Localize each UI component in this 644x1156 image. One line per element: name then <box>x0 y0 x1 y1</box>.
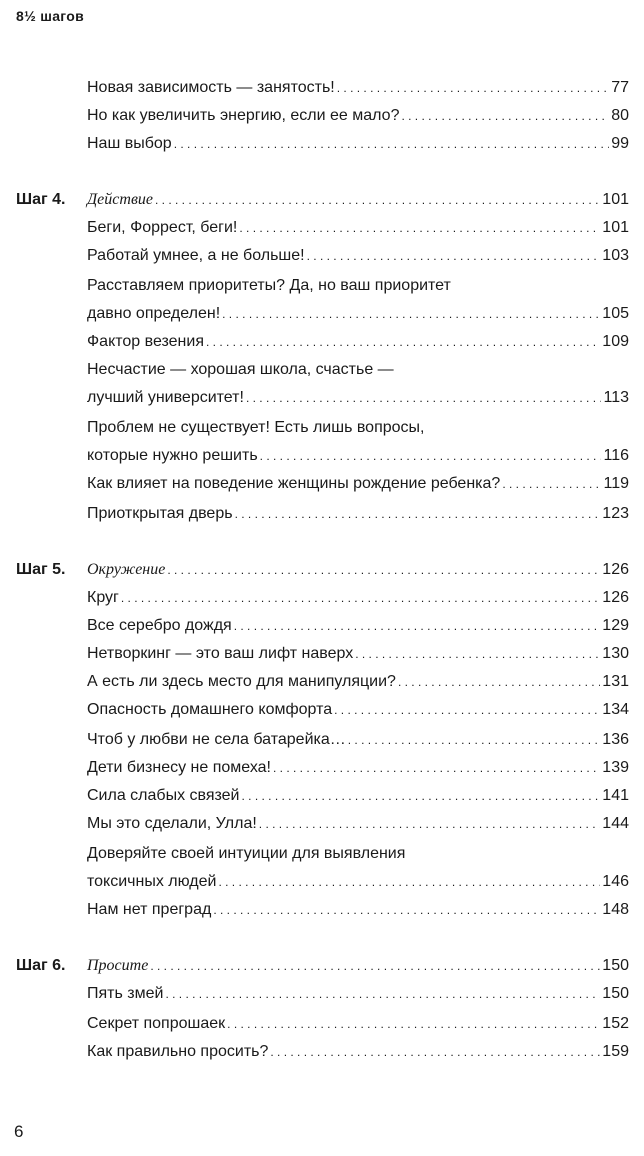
leader-dots <box>242 784 601 808</box>
toc-entry <box>87 444 629 468</box>
leader-dots <box>270 1040 600 1064</box>
toc-entry-page: 109 <box>602 333 629 350</box>
toc-entry-title: лучший университет! <box>87 389 244 406</box>
leader-dots <box>348 728 601 752</box>
toc-entry-title: которые нужно решить <box>87 447 258 464</box>
running-header: 8½ шагов <box>16 8 85 24</box>
leader-dots <box>213 898 600 922</box>
toc-entry <box>87 698 629 722</box>
toc-entry-title: Чтоб у любви не села батарейка… <box>87 731 346 748</box>
toc-entry <box>87 1012 629 1036</box>
toc-entry-first-line: Проблем не существует! Есть лишь вопросы, <box>87 419 425 436</box>
toc-entry-page: 101 <box>602 219 629 236</box>
toc-entry-page: 146 <box>602 873 629 890</box>
toc-entry <box>87 502 629 526</box>
step-5-title: Окружение <box>87 561 166 578</box>
toc-entry <box>87 330 629 354</box>
toc-entry-page: 150 <box>602 985 629 1002</box>
toc-entry-page: 134 <box>602 701 629 718</box>
toc-entry-page: 103 <box>602 247 629 264</box>
leader-dots <box>165 982 600 1006</box>
step-4-title: Действие <box>87 191 153 208</box>
toc-entry-title: токсичных людей <box>87 873 217 890</box>
toc-entry-page: 148 <box>602 901 629 918</box>
toc-entry <box>87 756 629 780</box>
leader-dots <box>235 502 601 526</box>
toc-entry-page: 119 <box>603 475 629 492</box>
step-6-heading <box>87 954 629 978</box>
leader-dots <box>121 586 600 610</box>
toc-entry <box>87 302 629 326</box>
step-4-page: 101 <box>602 191 629 208</box>
toc-entry <box>87 244 629 268</box>
toc-entry <box>87 784 629 808</box>
toc-entry-title: Дети бизнесу не помеха! <box>87 759 271 776</box>
toc-entry-title: Нам нет преград <box>87 901 212 918</box>
toc-entry-title: Все серебро дождя <box>87 617 232 634</box>
toc-entry <box>87 132 629 156</box>
toc-entry-title: давно определен! <box>87 305 221 322</box>
toc-entry-title: Опасность домашнего комфорта <box>87 701 333 718</box>
leader-dots <box>355 642 600 666</box>
toc-entry-title: Фактор везения <box>87 333 204 350</box>
toc-entry-title: Круг <box>87 589 119 606</box>
toc-entry <box>87 216 629 240</box>
toc-entry-page: 123 <box>602 505 629 522</box>
toc-entry-page: 129 <box>602 617 629 634</box>
toc-entry-title: Нетворкинг — это ваш лифт наверх <box>87 645 354 662</box>
toc-entry-title: Работай умнее, а не больше! <box>87 247 305 264</box>
toc-entry-page: 116 <box>603 447 629 464</box>
leader-dots <box>222 302 600 326</box>
leader-dots <box>401 104 609 128</box>
step-5-heading <box>87 558 629 582</box>
step-4-label: Шаг 4. <box>16 191 66 208</box>
toc-entry <box>87 586 629 610</box>
toc-entry-page: 141 <box>602 787 629 804</box>
toc-entry <box>87 870 629 894</box>
toc-entry-title: Беги, Форрест, беги! <box>87 219 238 236</box>
step-5-label: Шаг 5. <box>16 561 66 578</box>
toc-entry-title: Но как увеличить энергию, если ее мало? <box>87 107 400 124</box>
toc-entry-page: 130 <box>602 645 629 662</box>
toc-entry-page: 113 <box>603 389 629 406</box>
leader-dots <box>273 756 600 780</box>
step-6-page: 150 <box>602 957 629 974</box>
toc-entry <box>87 1040 629 1064</box>
toc-entry <box>87 670 629 694</box>
toc-entry-title: Сила слабых связей <box>87 787 240 804</box>
toc-entry <box>87 104 629 128</box>
leader-dots <box>150 954 600 978</box>
toc-entry <box>87 76 629 100</box>
leader-dots <box>234 614 601 638</box>
toc-entry-page: 159 <box>602 1043 629 1060</box>
toc-entry-page: 99 <box>611 135 629 152</box>
leader-dots <box>227 1012 600 1036</box>
toc-entry-page: 136 <box>602 731 629 748</box>
toc-entry-first-line: Расставляем приоритеты? Да, но ваш приоритет <box>87 277 451 294</box>
leader-dots <box>259 812 601 836</box>
leader-dots <box>307 244 601 268</box>
toc-entry <box>87 642 629 666</box>
toc-entry <box>87 898 629 922</box>
leader-dots <box>337 76 609 100</box>
leader-dots <box>218 870 600 894</box>
leader-dots <box>502 472 601 496</box>
leader-dots <box>174 132 610 156</box>
toc-entry-title: Новая зависимость — занятость! <box>87 79 335 96</box>
toc-entry-first-line: Доверяйте своей интуиции для выявления <box>87 845 406 862</box>
step-5-page: 126 <box>602 561 629 578</box>
toc-entry-title: Секрет попрошаек <box>87 1015 226 1032</box>
toc-entry <box>87 472 629 496</box>
step-4-heading <box>87 188 629 212</box>
leader-dots <box>398 670 600 694</box>
toc-entry-page: 131 <box>602 673 629 690</box>
toc-entry <box>87 728 629 752</box>
leader-dots <box>155 188 600 212</box>
leader-dots <box>206 330 600 354</box>
toc-entry <box>87 982 629 1006</box>
toc-entry-first-line: Несчастие — хорошая школа, счастье — <box>87 361 394 378</box>
toc-entry-title: А есть ли здесь место для манипуляции? <box>87 673 396 690</box>
toc-entry-page: 77 <box>611 79 629 96</box>
step-6-label: Шаг 6. <box>16 957 66 974</box>
toc-entry-page: 144 <box>602 815 629 832</box>
toc-entry <box>87 386 629 410</box>
toc-entry-page: 105 <box>602 305 629 322</box>
leader-dots <box>167 558 600 582</box>
toc-entry-page: 152 <box>602 1015 629 1032</box>
toc-entry-page: 80 <box>611 107 629 124</box>
toc-entry-title: Как влияет на поведение женщины рождение ребенка? <box>87 475 501 492</box>
toc-entry-page: 139 <box>602 759 629 776</box>
leader-dots <box>239 216 600 240</box>
leader-dots <box>246 386 602 410</box>
toc-entry-title: Пять змей <box>87 985 164 1002</box>
leader-dots <box>334 698 600 722</box>
toc-entry-title: Как правильно просить? <box>87 1043 269 1060</box>
toc-entry <box>87 812 629 836</box>
page-number: 6 <box>14 1122 24 1141</box>
leader-dots <box>260 444 602 468</box>
toc-entry-title: Приоткрытая дверь <box>87 505 233 522</box>
toc-entry-page: 126 <box>602 589 629 606</box>
toc-entry <box>87 614 629 638</box>
toc-entry-title: Мы это сделали, Улла! <box>87 815 257 832</box>
toc-entry-title: Наш выбор <box>87 135 172 152</box>
step-6-title: Просите <box>87 957 149 974</box>
